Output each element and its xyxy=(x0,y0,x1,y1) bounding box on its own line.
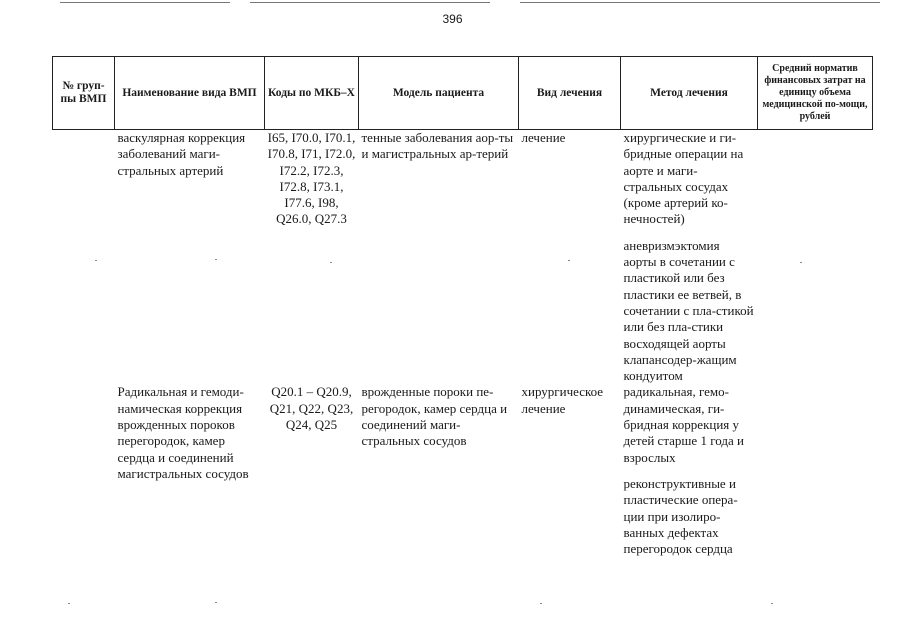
page-number: 396 xyxy=(442,12,463,26)
method-item: радикальная, гемо-динамическая, ги-бридная коррекция у детей старше 1 года и взрослых xyxy=(623,384,744,465)
scan-speck xyxy=(215,602,217,603)
header-name: Наименование вида ВМП xyxy=(115,57,265,130)
cell-cost xyxy=(758,384,873,557)
scan-speck xyxy=(95,260,97,261)
header-codes: Коды по МКБ–X xyxy=(265,57,359,130)
scan-speck xyxy=(540,603,542,604)
cell-model: врожденные пороки пе-регородок, камер сердца и соединений маги-стральных сосудов xyxy=(361,384,508,449)
header-cost: Средний норматив финансовых затрат на единицу объема медицинской по-мощи, рублей xyxy=(758,57,873,130)
cell-codes: I65, I70.0, I70.1, I70.8, I71, I72.0, I72.2, I72.3, I72.8, I73.1, I77.6, I98, Q26.0, Q27.3 xyxy=(267,130,356,227)
top-scan-rule xyxy=(250,2,490,3)
scan-speck xyxy=(771,603,773,604)
scan-speck xyxy=(215,259,217,260)
vmp-table xyxy=(52,56,873,557)
scan-speck xyxy=(330,262,332,263)
scan-speck xyxy=(800,262,802,263)
header-group: № груп-пы ВМП xyxy=(53,57,115,130)
cell-cost xyxy=(758,130,873,385)
cell-treatment-type: лечение xyxy=(521,130,566,145)
cell-name: Радикальная и гемоди-намическая коррекция врожденных пороков перегородок, камер сердца и соединений магистральных сосудов xyxy=(117,384,249,481)
header-treatment-type: Вид лечения xyxy=(519,57,621,130)
cell-name: васкулярная коррекция заболеваний маги-стральных артерий xyxy=(117,130,246,178)
top-scan-rule xyxy=(60,2,230,3)
table-row xyxy=(53,384,873,557)
cell-group xyxy=(53,384,115,557)
method-item: реконструктивные и пластические опера-ции при изолиро-ванных дефектах перегородок сердца xyxy=(623,475,738,557)
scan-speck xyxy=(568,260,570,261)
table-row xyxy=(53,130,873,385)
method-item: хирургические и ги-бридные операции на аорте и маги-стральных сосудах (кроме артерий ко-нечностей) xyxy=(623,130,744,227)
scan-speck xyxy=(68,603,70,604)
cell-method xyxy=(621,130,758,385)
header-model: Модель пациента xyxy=(359,57,519,130)
cell-model: тенные заболевания аор-ты и магистральных ар-терий xyxy=(361,130,514,162)
cell-treatment-type: хирургическое лечение xyxy=(521,384,604,416)
cell-method xyxy=(621,384,758,557)
top-scan-rule xyxy=(520,2,880,3)
method-item: аневризмэктомия аорты в сочетании с пластикой или без пластики ее ветвей, в сочетании с пла-стикой или без пла-стики восходящей аорты клапансодер-жащим кондуитом xyxy=(623,237,754,384)
header-method: Метод лечения xyxy=(621,57,758,130)
cell-codes: Q20.1 – Q20.9, Q21, Q22, Q23, Q24, Q25 xyxy=(269,384,354,433)
table-header-row xyxy=(53,57,873,130)
cell-group xyxy=(53,130,115,385)
